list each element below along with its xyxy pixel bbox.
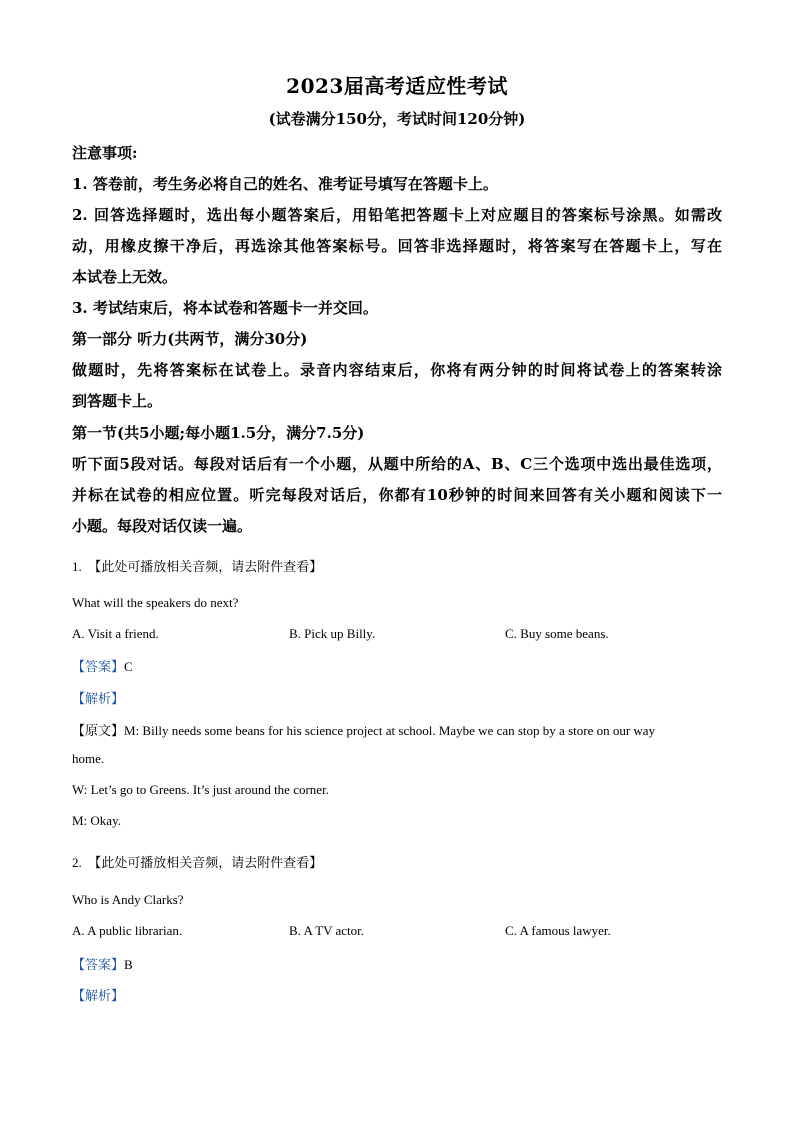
question-number: 2. [72,855,82,870]
question-1-transcript-line-1 [72,720,655,739]
question-1-text: What will the speakers do next? [72,595,239,610]
question-1-option-b: B. Pick up Billy. [289,626,376,641]
question-2-analysis [72,985,124,1004]
instruction-item-2-line-3: 本试卷上无效。 [72,268,178,286]
question-2-answer [72,954,133,973]
question-1-transcript-line-4: M: Okay. [72,813,121,828]
section1-desc-line-3: 小题。每段对话仅读一遍。 [72,517,253,535]
question-2-text: Who is Andy Clarks? [72,892,184,907]
instruction-item-1: 1. 答卷前，考生务必将自己的姓名、准考证号填写在答题卡上。 [72,175,498,193]
question-1-analysis [72,688,124,707]
question-1-option-a: A. Visit a friend. [72,626,159,641]
section1-desc-line-1: 听下面5段对话。每段对话后有一个小题，从题中所给的A、B、C三个选项中选出最佳选项， [72,455,722,473]
section1-heading: 第一节(共5小题;每小题1.5分，满分7.5分) [72,424,365,442]
audio-note: 【此处可播放相关音频，请去附件查看】 [88,560,323,575]
question-1-audio-note [72,556,322,575]
transcript-label: 【原文】 [72,724,125,739]
transcript-text: M: Billy needs some beans for his science project at school. Maybe we can stop by a store on our way [124,723,656,738]
answer-label: 【答案】 [72,660,125,675]
section1-desc-line-2: 并标在试卷的相应位置。听完每段对话后，你都有10秒钟的时间来回答有关小题和阅读下一 [72,486,722,504]
analysis-label: 【解析】 [72,989,125,1004]
question-2-audio-note [72,852,322,871]
page-title: 2023届高考适应性考试 [286,74,508,98]
question-1-transcript-line-2: home. [72,751,105,766]
part1-heading: 第一部分 听力(共两节，满分30分) [72,330,308,348]
question-2-option-b: B. A TV actor. [289,923,364,938]
answer-value: C [124,659,133,674]
instruction-item-2-line-2: 动，用橡皮擦干净后，再选涂其他答案标号。回答非选择题时，将答案写在答题卡上，写在 [72,237,722,255]
question-1-option-c: C. Buy some beans. [505,626,609,641]
question-2-option-c: C. A famous lawyer. [505,923,611,938]
answer-label: 【答案】 [72,958,125,973]
instruction-item-3: 3. 考试结束后，将本试卷和答题卡一并交回。 [72,299,378,317]
question-2-option-a: A. A public librarian. [72,923,183,938]
audio-note: 【此处可播放相关音频，请去附件查看】 [88,856,323,871]
instructions-heading: 注意事项: [72,144,138,162]
question-number: 1. [72,559,82,574]
page-subtitle: (试卷满分150分，考试时间120分钟) [268,110,526,128]
answer-value: B [124,957,133,972]
instruction-item-2-line-1: 2. 回答选择题时，选出每小题答案后，用铅笔把答题卡上对应题目的答案标号涂黑。如需改 [72,206,722,224]
part1-desc-line-1: 做题时，先将答案标在试卷上。录音内容结束后，你将有两分钟的时间将试卷上的答案转涂 [72,361,722,379]
analysis-label: 【解析】 [72,692,125,707]
question-1-answer [72,656,133,675]
question-1-transcript-line-3: W: Let’s go to Greens. It’s just around the corner. [72,782,329,797]
part1-desc-line-2: 到答题卡上。 [72,392,163,410]
